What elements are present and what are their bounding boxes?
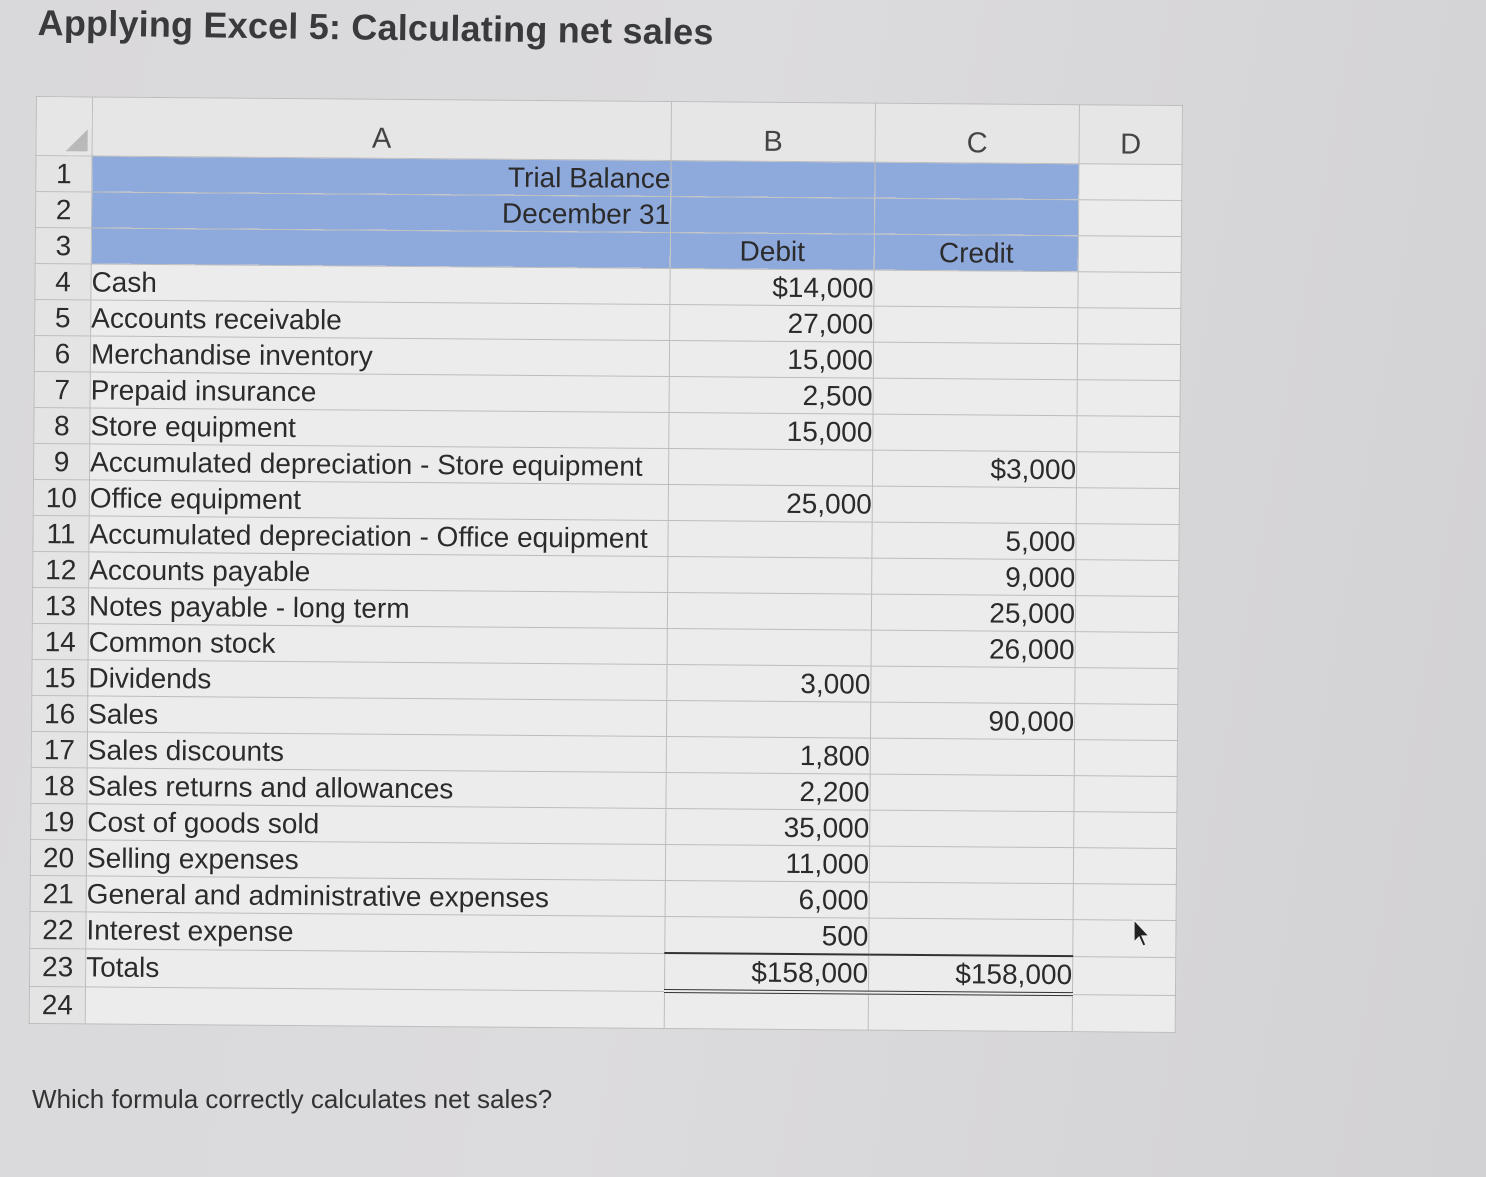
mouse-pointer-icon [1132, 918, 1152, 948]
row-header[interactable]: 21 [30, 875, 86, 911]
credit-cell[interactable] [869, 846, 1073, 884]
row-header[interactable]: 20 [30, 839, 86, 875]
row-header[interactable]: 13 [32, 587, 88, 623]
table-row [29, 986, 1175, 1032]
credit-cell[interactable]: 90,000 [870, 702, 1074, 740]
row-header[interactable]: 8 [34, 407, 90, 443]
column-d-cell[interactable] [1076, 560, 1179, 597]
credit-cell[interactable] [874, 306, 1078, 344]
cell-b2[interactable] [670, 196, 874, 234]
row-header[interactable]: 23 [30, 948, 86, 986]
column-d-cell[interactable] [1074, 740, 1177, 777]
account-name-cell[interactable]: Dividends [88, 660, 667, 701]
row-header[interactable]: 6 [34, 335, 90, 371]
column-d-cell[interactable] [1076, 524, 1179, 561]
column-d-cell[interactable] [1077, 416, 1180, 453]
credit-cell[interactable]: 26,000 [871, 630, 1075, 668]
cell-d3[interactable] [1078, 236, 1181, 273]
row-header[interactable]: 15 [32, 659, 88, 695]
row-header[interactable]: 3 [35, 227, 91, 263]
debit-cell[interactable]: 2,500 [669, 376, 873, 414]
cell-c1[interactable] [875, 162, 1079, 200]
account-name-cell[interactable]: Merchandise inventory [90, 336, 669, 377]
credit-cell[interactable] [873, 414, 1077, 452]
credit-cell[interactable] [873, 342, 1077, 380]
debit-cell[interactable] [667, 628, 871, 666]
row-header[interactable]: 2 [35, 192, 91, 228]
credit-cell[interactable]: 5,000 [872, 522, 1076, 560]
column-header-a[interactable]: A [92, 97, 671, 161]
column-d-cell[interactable] [1078, 272, 1181, 309]
select-all-corner-icon [66, 129, 88, 151]
row-header[interactable]: 5 [35, 299, 91, 335]
debit-cell[interactable]: 2,200 [666, 772, 870, 810]
credit-cell[interactable] [872, 486, 1076, 524]
account-name-cell[interactable]: Cost of goods sold [87, 804, 666, 845]
column-d-cell[interactable] [1072, 994, 1175, 1032]
row-header[interactable]: 22 [30, 911, 86, 948]
credit-cell[interactable] [869, 882, 1073, 920]
credit-cell[interactable] [869, 918, 1073, 956]
account-name-cell[interactable]: Sales discounts [87, 732, 666, 773]
column-d-cell[interactable] [1074, 812, 1177, 849]
debit-cell[interactable] [666, 700, 870, 738]
debit-cell[interactable]: 6,000 [665, 880, 869, 918]
row-header[interactable]: 18 [31, 767, 87, 803]
select-all-corner[interactable] [36, 97, 92, 156]
credit-cell[interactable] [870, 774, 1074, 812]
debit-cell[interactable]: 11,000 [665, 844, 869, 882]
account-name-cell[interactable]: Interest expense [86, 912, 665, 953]
row-header[interactable]: 24 [29, 986, 85, 1024]
column-d-cell[interactable] [1073, 920, 1176, 957]
total-debit-cell[interactable]: $158,000 [664, 953, 868, 993]
row-header[interactable]: 17 [31, 731, 87, 767]
debit-cell[interactable]: 1,800 [666, 736, 870, 774]
column-header-c[interactable]: C [875, 103, 1079, 164]
column-header-row [36, 97, 1182, 165]
debit-cell[interactable]: 35,000 [666, 808, 870, 846]
account-name-cell[interactable]: Common stock [88, 624, 667, 665]
row-header[interactable]: 14 [32, 623, 88, 659]
column-d-cell[interactable] [1074, 704, 1177, 741]
column-d-cell[interactable] [1074, 776, 1177, 813]
debit-header[interactable]: Debit [670, 232, 874, 270]
debit-cell[interactable]: $14,000 [670, 268, 874, 306]
credit-cell[interactable] [871, 666, 1075, 704]
spreadsheet-grid [29, 96, 1183, 1033]
account-name-cell[interactable]: Store equipment [90, 408, 669, 449]
empty-cell[interactable] [664, 991, 868, 1030]
column-d-cell[interactable] [1075, 668, 1178, 705]
account-name-cell[interactable]: General and administrative expenses [86, 876, 665, 917]
row-header[interactable]: 19 [31, 803, 87, 839]
row-header[interactable]: 12 [33, 551, 89, 587]
debit-cell[interactable]: 15,000 [669, 340, 873, 378]
cell-d1[interactable] [1079, 164, 1182, 201]
credit-cell[interactable] [874, 270, 1078, 308]
credit-cell[interactable] [873, 378, 1077, 416]
account-name-cell[interactable]: Accumulated depreciation - Office equipment [89, 516, 668, 557]
account-name-cell[interactable]: Selling expenses [86, 840, 665, 881]
cell-a3[interactable] [91, 228, 670, 269]
trial-balance-date[interactable]: December 31 [91, 192, 670, 233]
row-header[interactable]: 11 [33, 515, 89, 551]
totals-label[interactable]: Totals [86, 948, 665, 991]
cell-c2[interactable] [874, 198, 1078, 236]
debit-cell[interactable] [668, 556, 872, 594]
debit-cell[interactable]: 3,000 [667, 664, 871, 702]
account-name-cell[interactable]: Prepaid insurance [90, 372, 669, 413]
trial-balance-title[interactable]: Trial Balance [92, 156, 671, 197]
account-name-cell[interactable]: Sales returns and allowances [87, 768, 666, 809]
cell-d2[interactable] [1078, 200, 1181, 237]
account-name-cell[interactable]: Accounts receivable [91, 300, 670, 341]
account-name-cell[interactable]: Notes payable - long term [88, 588, 667, 629]
credit-cell[interactable]: 25,000 [871, 594, 1075, 632]
row-header[interactable]: 10 [33, 479, 89, 515]
column-header-b[interactable]: B [671, 101, 875, 162]
row-header[interactable]: 9 [33, 443, 89, 479]
row-header[interactable]: 4 [35, 263, 91, 299]
total-credit-cell[interactable]: $158,000 [868, 955, 1072, 995]
debit-cell[interactable] [668, 448, 872, 486]
column-d-cell[interactable] [1077, 344, 1180, 381]
column-d-cell[interactable] [1076, 488, 1179, 525]
row-header[interactable]: 7 [34, 371, 90, 407]
debit-cell[interactable]: 15,000 [669, 412, 873, 450]
column-d-cell[interactable] [1073, 884, 1176, 921]
column-d-cell[interactable] [1075, 632, 1178, 669]
debit-cell[interactable]: 25,000 [668, 484, 872, 522]
column-header-d[interactable]: D [1079, 105, 1182, 165]
cell-b1[interactable] [671, 160, 875, 198]
row-header[interactable]: 1 [36, 156, 92, 192]
account-name-cell[interactable]: Sales [88, 696, 667, 737]
account-name-cell[interactable]: Accounts payable [89, 552, 668, 593]
page-title: Applying Excel 5: Calculating net sales [37, 2, 714, 53]
account-name-cell[interactable]: Office equipment [89, 480, 668, 521]
debit-cell[interactable] [668, 520, 872, 558]
question-text: Which formula correctly calculates net sales? [32, 1084, 553, 1114]
account-name-cell[interactable]: Accumulated depreciation - Store equipment [89, 444, 668, 485]
spreadsheet [29, 96, 1182, 1045]
column-d-cell[interactable] [1077, 380, 1180, 417]
account-name-cell[interactable]: Cash [91, 264, 670, 305]
column-d-cell[interactable] [1078, 308, 1181, 345]
column-d-cell[interactable] [1073, 848, 1176, 885]
column-d-cell[interactable] [1076, 452, 1179, 489]
credit-header[interactable]: Credit [874, 234, 1078, 272]
empty-cell[interactable] [85, 986, 664, 1028]
credit-cell[interactable]: $3,000 [872, 450, 1076, 488]
row-header[interactable]: 16 [32, 695, 88, 731]
column-d-cell[interactable] [1072, 956, 1175, 995]
empty-cell[interactable] [868, 993, 1072, 1032]
credit-cell[interactable] [870, 738, 1074, 776]
credit-cell[interactable]: 9,000 [872, 558, 1076, 596]
debit-cell[interactable]: 500 [665, 916, 869, 954]
column-d-cell[interactable] [1075, 596, 1178, 633]
debit-cell[interactable] [667, 592, 871, 630]
credit-cell[interactable] [870, 810, 1074, 848]
debit-cell[interactable]: 27,000 [670, 304, 874, 342]
